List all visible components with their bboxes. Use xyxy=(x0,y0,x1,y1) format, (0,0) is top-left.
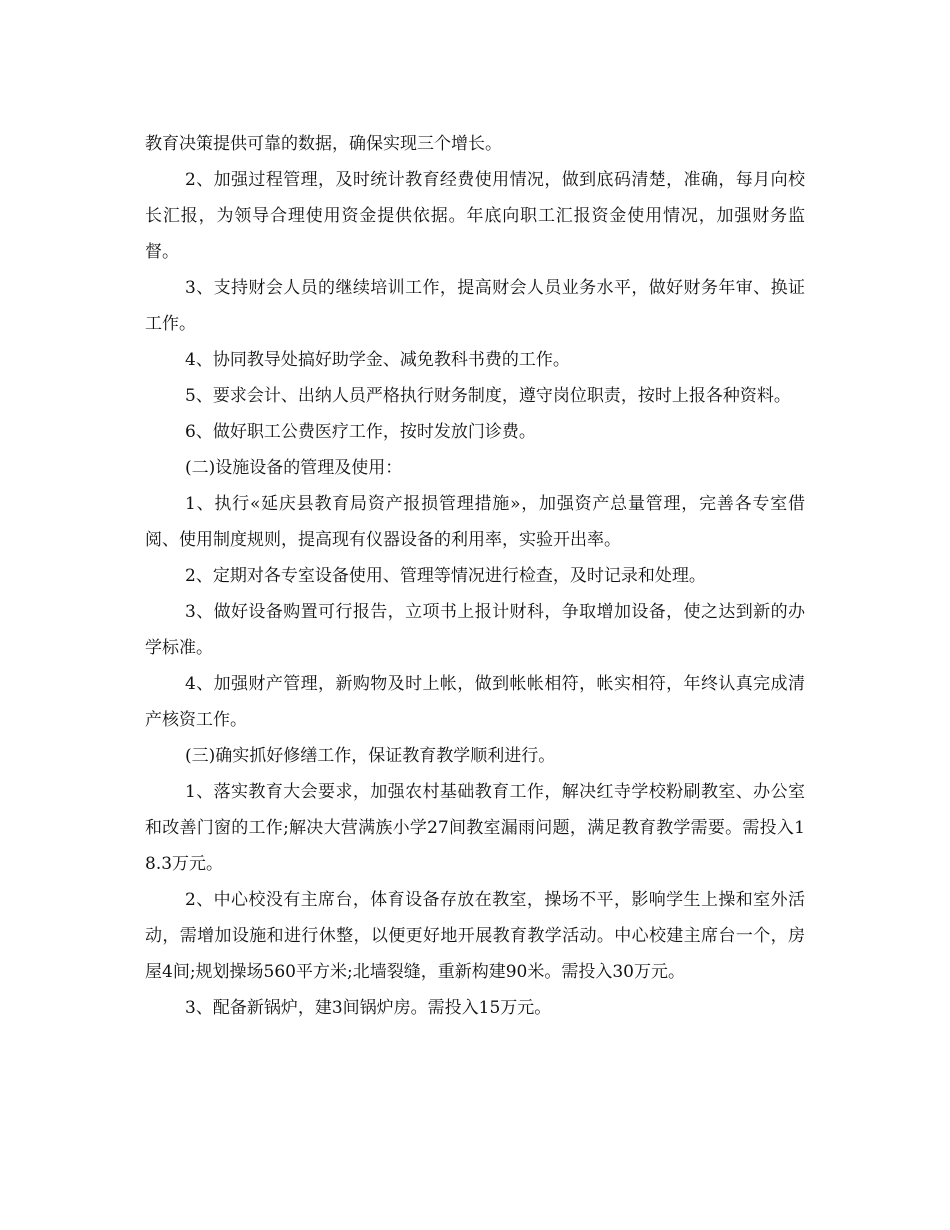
paragraph-item-2-process-management: 2、加强过程管理，及时统计教育经费使用情况，做到底码清楚，准确，每月向校长汇报，为领导合理使用资金提供依据。年底向职工汇报资金使用情况，加强财务监督。 xyxy=(145,170,805,262)
paragraph-facilities-item-1: 1、执行«延庆县教育局资产报损管理措施»，加强资产总量管理，完善各专室借阅、使用制度规则，提高现有仪器设备的利用率，实验开出率。 xyxy=(145,494,805,550)
paragraph-item-5-accounting: 5、要求会计、出纳人员严格执行财务制度，遵守岗位职责，按时上报各种资料。 xyxy=(185,386,791,406)
paragraph-item-4-grants: 4、协同教导处搞好助学金、减免教科书费的工作。 xyxy=(185,350,570,370)
paragraph-facilities-item-3: 3、做好设备购置可行报告，立项书上报计财科，争取增加设备，使之达到新的办学标准。 xyxy=(145,602,805,658)
section-heading-repairs: (三)确实抓好修缮工作，保证教育教学顺利进行。 xyxy=(185,746,556,766)
paragraph-item-6-medical: 6、做好职工公费医疗工作，按时发放门诊费。 xyxy=(185,422,536,442)
paragraph-facilities-item-4: 4、加强财产管理，新购物及时上帐，做到帐帐相符，帐实相符，年终认真完成清产核资工作。 xyxy=(145,674,805,730)
paragraph-repairs-item-3: 3、配备新锅炉，建3间锅炉房。需投入15万元。 xyxy=(185,998,552,1018)
paragraph-continuation: 教育决策提供可靠的数据，确保实现三个增长。 xyxy=(145,134,502,154)
paragraph-item-3-training: 3、支持财会人员的继续培训工作，提高财会人员业务水平，做好财务年审、换证工作。 xyxy=(145,278,805,334)
section-heading-facilities: (二)设施设备的管理及使用： xyxy=(185,458,403,478)
paragraph-facilities-item-2: 2、定期对各专室设备使用、管理等情况进行检查，及时记录和处理。 xyxy=(185,566,706,586)
document-body xyxy=(145,126,805,1026)
paragraph-repairs-item-1: 1、落实教育大会要求，加强农村基础教育工作，解决红寺学校粉刷教室、办公室和改善门窗的工作;解决大营满族小学27间教室漏雨问题，满足教育教学需要。需投入18.3万元。 xyxy=(145,782,805,874)
paragraph-repairs-item-2: 2、中心校没有主席台，体育设备存放在教室，操场不平，影响学生上操和室外活动，需增加设施和进行休整，以便更好地开展教育教学活动。中心校建主席台一个，房屋4间;规划操场560平方米;北墙裂缝，重新构建90米。需投入30万元。 xyxy=(145,890,805,982)
